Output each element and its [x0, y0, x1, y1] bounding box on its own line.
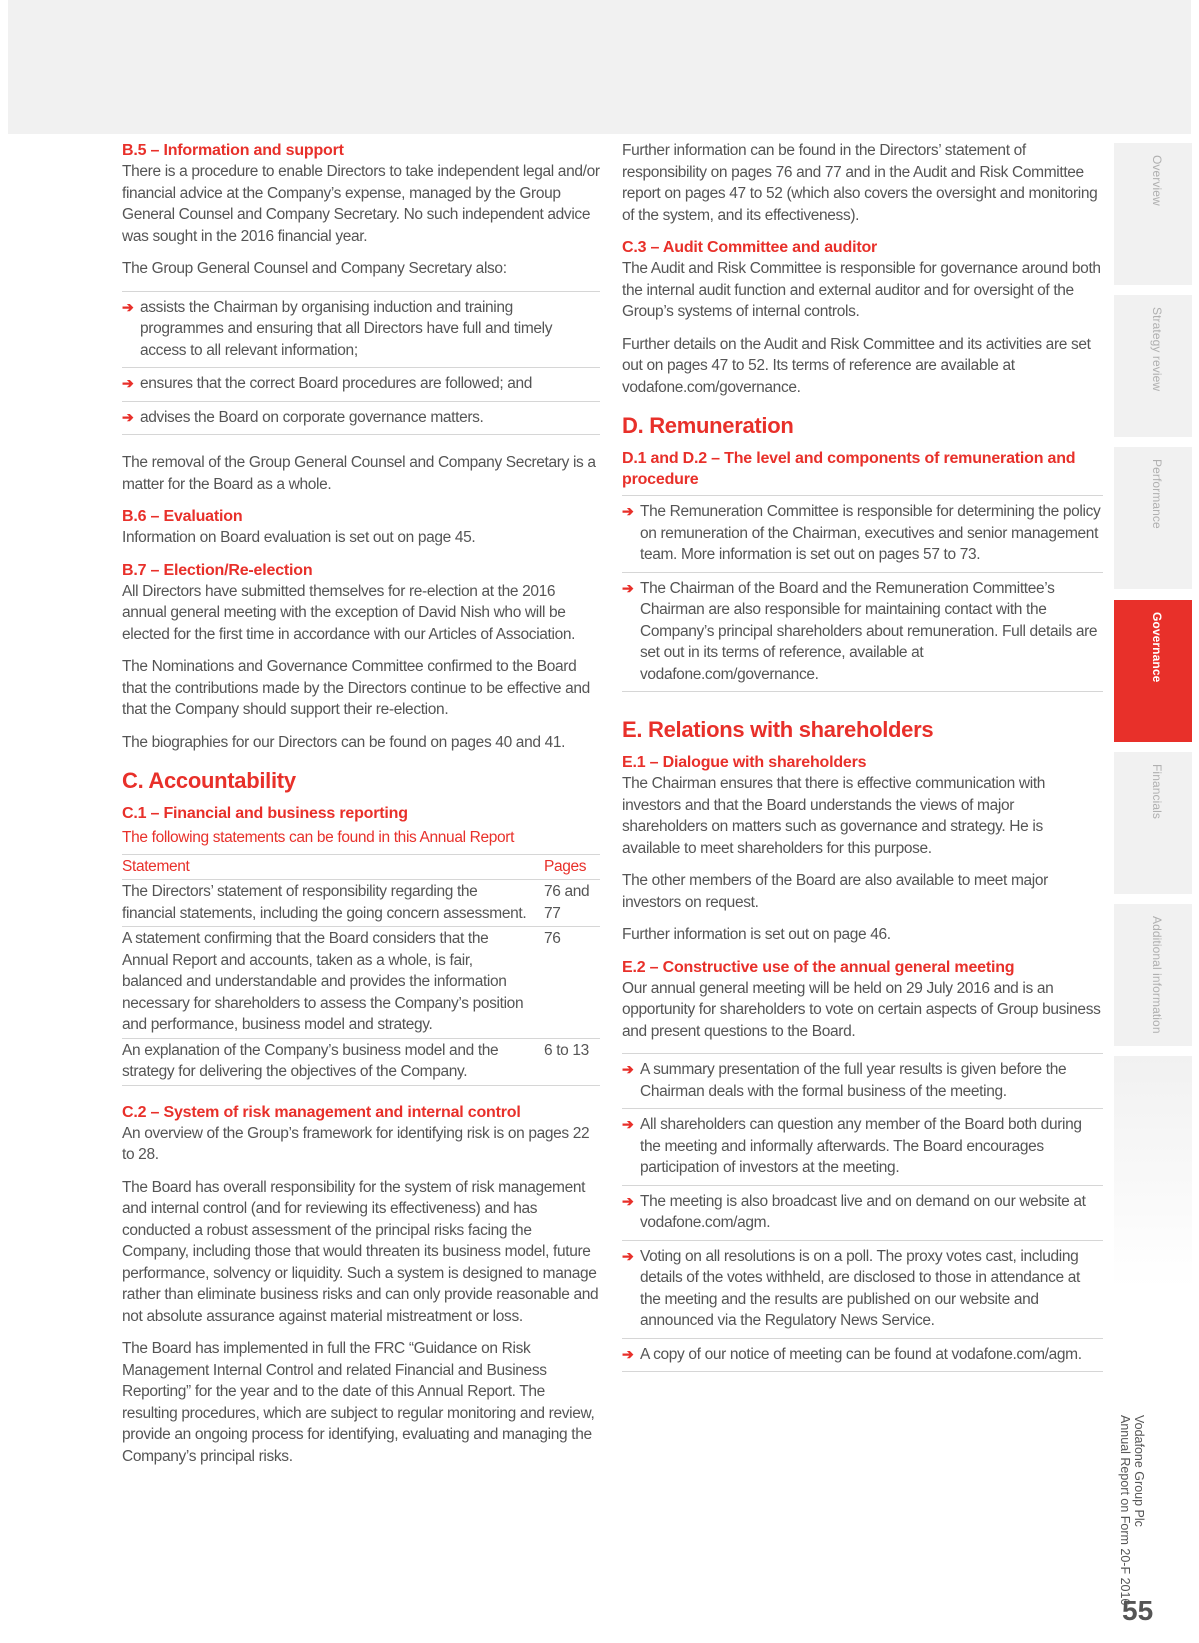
list-item: ➔ Voting on all resolutions is on a poll. The proxy votes cast, including details of the votes withheld, are disclosed to those in attendance at the meeting and the results are published on our website and announced via the Regulatory News Service.: [622, 1241, 1103, 1339]
b5-para-2: The Group General Counsel and Company Secretary also:: [122, 260, 507, 277]
right-column: [622, 140, 1103, 1383]
arrow-right-icon: ➔: [122, 408, 134, 425]
cell-statement: The Directors’ statement of responsibility regarding the financial statements, including the going concern assessment.: [122, 880, 532, 927]
heading-c3: C.3 – Audit Committee and auditor: [622, 239, 878, 256]
arrow-right-icon: ➔: [622, 1061, 634, 1077]
arrow-right-icon: ➔: [622, 1116, 634, 1132]
col-header-pages: Pages: [532, 854, 600, 880]
tab-governance[interactable]: [1114, 600, 1192, 742]
cell-pages: 6 to 13: [532, 1038, 600, 1085]
arrow-right-icon: ➔: [622, 579, 634, 596]
table-row: [122, 880, 600, 927]
d12-bullet-list: [622, 495, 1103, 692]
arrow-right-icon: ➔: [622, 1192, 634, 1209]
list-item: ➔ The Chairman of the Board and the Remuneration Committee’s Chairman are also responsible for maintaining contact with the Company’s principal shareholders about remuneration. Full details are set out in its terms of reference, available at vodafone.com/governance.: [622, 573, 1103, 693]
footer-report-title: [1118, 1415, 1146, 1605]
arrow-right-icon: ➔: [622, 1247, 634, 1264]
tab-label: Additional information: [1150, 916, 1164, 1034]
section-b6: [122, 506, 600, 549]
b7-para-2: The Nominations and Governance Committee confirmed to the Board that the contributions made by the Directors continue to be effective and that the Company should support their re-election.: [122, 658, 590, 718]
e2-para-1: Our annual general meeting will be held on 29 July 2016 and is an opportunity for shareholders to vote on certain aspects of Group business and present questions to the Board.: [622, 979, 1101, 1040]
b5-para-3: The removal of the Group General Counsel and Company Secretary is a matter for the Board as a whole.: [122, 454, 596, 493]
e2-bullet-list: [622, 1053, 1103, 1372]
list-item: ➔ assists the Chairman by organising induction and training programmes and ensuring that all Directors have full and timely access to all relevant information;: [122, 292, 600, 369]
section-e-relations: [622, 716, 1103, 1372]
statements-table: [122, 854, 600, 1086]
table-row: [122, 927, 600, 1039]
heading-d-remuneration: D. Remuneration: [622, 413, 794, 438]
b7-para-3: The biographies for our Directors can be found on pages 40 and 41.: [122, 733, 566, 751]
c2-para-1: An overview of the Group’s framework for identifying risk is on pages 22 to 28.: [122, 1124, 590, 1163]
c3-para-1: The Audit and Risk Committee is responsible for governance around both the internal audit function and external auditor and for oversight of the Group’s systems of internal controls.: [622, 260, 1101, 320]
cell-statement: An explanation of the Company’s business model and the strategy for delivering the objectives of the Company.: [122, 1038, 532, 1085]
b5-bullet-list: [122, 291, 600, 436]
list-item: ➔ All shareholders can question any member of the Board both during the meeting and informally afterwards. The Board encourages participation of investors at the meeting.: [622, 1109, 1103, 1186]
page-number: 55: [1122, 1595, 1154, 1626]
tab-label: Overview: [1150, 155, 1164, 206]
b5-para-1: There is a procedure to enable Directors to take independent legal and/or financial advice at the Company’s expense, managed by the Group General Counsel and Company Secretary. No such independent advice was sought in the 2016 financial year.: [122, 163, 600, 245]
col-header-statement: Statement: [122, 854, 532, 880]
left-column: [122, 140, 600, 1478]
footer-report: Annual Report on Form 20-F 2016: [1118, 1415, 1132, 1606]
c2-continuation: Further information can be found in the Directors’ statement of responsibility on pages 76 and 77 and in the Audit and Risk Committee report on pages 47 to 52 (which also covers the oversight and monitoring of the system, and its effectiveness).: [622, 142, 1098, 224]
tab-blank: [1114, 1056, 1192, 1288]
heading-e-relations: E. Relations with shareholders: [622, 717, 934, 742]
section-c-accountability: [122, 767, 600, 1467]
cell-pages: 76: [532, 927, 600, 1039]
heading-c1: C.1 – Financial and business reporting: [122, 805, 408, 822]
section-b7: [122, 560, 600, 754]
c1-table-caption: The following statements can be found in this Annual Report: [122, 829, 515, 846]
tab-performance[interactable]: [1114, 447, 1192, 589]
heading-d12: D.1 and D.2 – The level and components of remuneration and procedure: [622, 450, 1076, 488]
b7-para-1: All Directors have submitted themselves for re-election at the 2016 annual general meeting with the exception of David Nish who will be elected for the first time in accordance with our Articles of Association.: [122, 582, 576, 643]
tab-additional-information[interactable]: [1114, 904, 1192, 1046]
heading-b5: B.5 – Information and support: [122, 142, 344, 159]
tab-label: Financials: [1150, 764, 1164, 820]
heading-e2: E.2 – Constructive use of the annual general meeting: [622, 958, 1015, 976]
c2-para-3: The Board has implemented in full the FRC “Guidance on Risk Management Internal Control and related Financial and Business Reporting” for the year and to the date of this Annual Report. The resulting procedures, which are subject to regular monitoring and review, provide an ongoing process for identifying, evaluating and managing the Company’s principal risks.: [122, 1340, 595, 1465]
section-d-remuneration: [622, 412, 1103, 692]
tab-financials[interactable]: [1114, 752, 1192, 894]
cell-pages: 76 and 77: [532, 880, 600, 927]
list-item: ➔ advises the Board on corporate governance matters.: [122, 402, 600, 436]
cell-statement: A statement confirming that the Board considers that the Annual Report and accounts, taken as a whole, is fair, balanced and understandable and provides the information necessary for shareholders to assess the Company’s position and performance, business model and strategy.: [122, 927, 532, 1039]
heading-c-accountability: C. Accountability: [122, 768, 296, 793]
table-header-row: [122, 854, 600, 880]
e1-para-2: The other members of the Board are also available to meet major investors on request.: [622, 872, 1048, 911]
heading-b7: B.7 – Election/Re-election: [122, 561, 313, 579]
section-c3: [622, 237, 1103, 398]
top-banner-area: [8, 0, 1191, 134]
heading-e1: E.1 – Dialogue with shareholders: [622, 754, 867, 771]
list-item: ➔ A copy of our notice of meeting can be found at vodafone.com/agm.: [622, 1339, 1103, 1373]
footer-company: Vodafone Group Plc: [1132, 1415, 1146, 1527]
list-item: ➔ ensures that the correct Board procedures are followed; and: [122, 368, 600, 402]
c3-para-2: Further details on the Audit and Risk Committee and its activities are set out on pages 47 to 52. Its terms of reference are available at vodafone.com/governance.: [622, 335, 1091, 396]
tab-label: Governance: [1150, 612, 1164, 683]
b6-para-1: Information on Board evaluation is set out on page 45.: [122, 529, 476, 546]
tab-label: Performance: [1150, 459, 1164, 529]
tab-strategy-review[interactable]: [1114, 295, 1192, 437]
table-row: [122, 1038, 600, 1085]
arrow-right-icon: ➔: [622, 1345, 634, 1362]
heading-b6: B.6 – Evaluation: [122, 508, 243, 525]
section-b5: [122, 140, 600, 495]
heading-c2: C.2 – System of risk management and internal control: [122, 1103, 521, 1121]
arrow-right-icon: ➔: [122, 375, 134, 391]
tab-label: Strategy review: [1150, 307, 1164, 392]
e1-para-1: The Chairman ensures that there is effective communication with investors and that the Board understands the views of major shareholders on matters such as governance and strategy. He is available to meet shareholders for this purpose.: [622, 775, 1046, 857]
tab-overview[interactable]: [1114, 143, 1192, 285]
list-item: ➔ A summary presentation of the full year results is given before the Chairman deals with the formal business of the meeting.: [622, 1054, 1103, 1109]
list-item: ➔ The meeting is also broadcast live and on demand on our website at vodafone.com/agm.: [622, 1186, 1103, 1241]
list-item: ➔ The Remuneration Committee is responsible for determining the policy on remuneration of the Chairman, executives and senior management team. More information is set out on pages 57 to 73.: [622, 496, 1103, 573]
e1-para-3: Further information is set out on page 46.: [622, 926, 891, 943]
c2-para-2: The Board has overall responsibility for the system of risk management and internal control (and for reviewing its effectiveness) and has conducted a robust assessment of the principal risks facing the Company, including those that would threaten its business model, future performance, solvency or liquidity. Such a system is designed to manage rather than eliminate business risks and can only provide reasonable and not absolute assurance against material mistreatment or loss.: [122, 1178, 599, 1325]
arrow-right-icon: ➔: [122, 298, 134, 315]
arrow-right-icon: ➔: [622, 503, 634, 519]
